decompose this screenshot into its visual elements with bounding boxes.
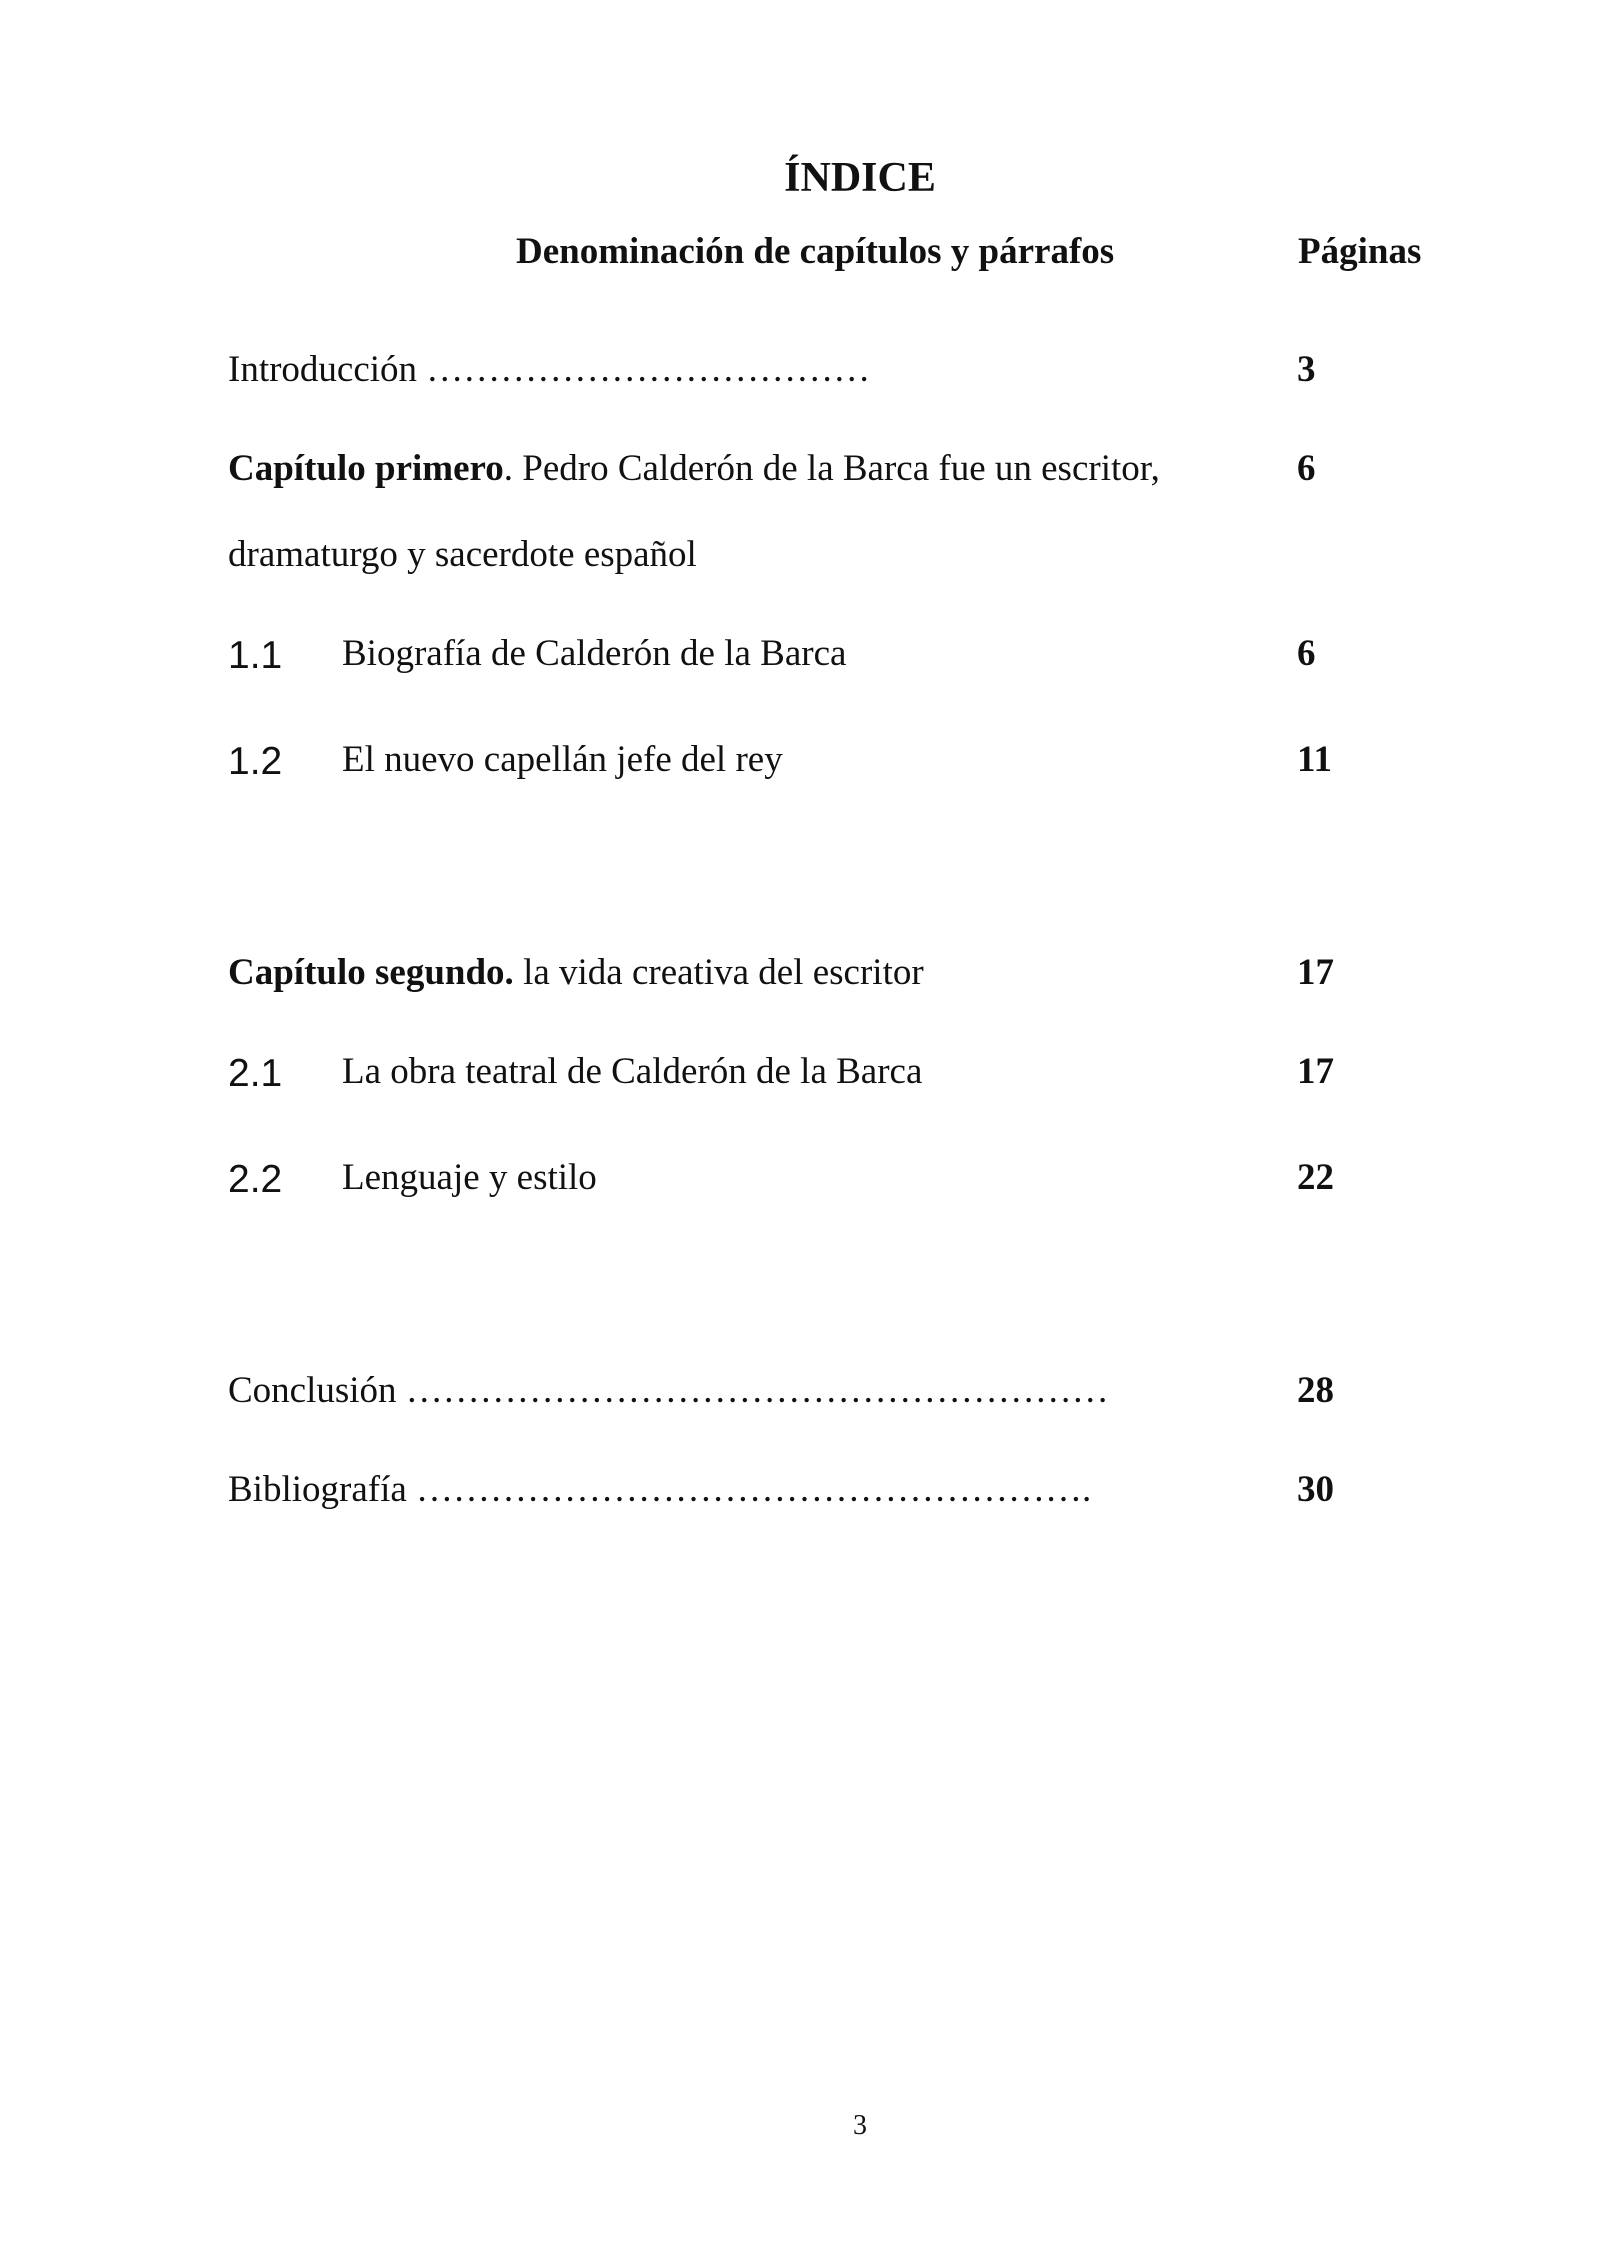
toc-page-chapter-1: 6 — [1297, 448, 1316, 489]
section-number-1-2: 1.2 — [228, 740, 283, 783]
toc-entry-conclusion: Conclusión ………………………………………………… — [228, 1370, 1109, 1411]
toc-page-chapter-2: 17 — [1297, 952, 1334, 993]
toc-page-section-1-2: 11 — [1297, 739, 1332, 780]
toc-entry-section-2-1: La obra teatral de Calderón de la Barca — [342, 1051, 923, 1092]
toc-page-section-1-1: 6 — [1297, 633, 1316, 674]
toc-page-introduction: 3 — [1297, 349, 1316, 390]
chapter-1-text-line-1: . Pedro Calderón de la Barca fue un escritor, — [503, 448, 1160, 489]
toc-entry-introduction: Introducción ……………………………… — [228, 349, 871, 390]
toc-page-section-2-1: 17 — [1297, 1051, 1334, 1092]
footer-page-number: 3 — [853, 2110, 867, 2141]
section-number-2-1: 2.1 — [228, 1052, 283, 1095]
toc-entry-chapter-1 — [228, 445, 1160, 493]
chapter-2-text: la vida creativa del escritor — [513, 952, 924, 993]
toc-entry-bibliography: Bibliografía ………………………………………………. — [228, 1469, 1092, 1510]
toc-entry-section-2-2: Lenguaje y estilo — [342, 1157, 597, 1198]
toc-entry-section-1-1: Biografía de Calderón de la Barca — [342, 633, 847, 674]
section-number-2-2: 2.2 — [228, 1158, 283, 1201]
section-number-1-1: 1.1 — [228, 634, 283, 677]
toc-entry-section-1-2: El nuevo capellán jefe del rey — [342, 739, 783, 780]
column-header-pages: Páginas — [1298, 231, 1422, 272]
chapter-1-text-line-2: dramaturgo y sacerdote español — [228, 534, 697, 575]
toc-page-section-2-2: 22 — [1297, 1157, 1334, 1198]
index-title: ÍNDICE — [784, 155, 936, 201]
toc-entry-chapter-2 — [228, 949, 924, 997]
toc-page-bibliography: 30 — [1297, 1469, 1334, 1510]
chapter-1-label: Capítulo primero — [228, 448, 504, 489]
toc-page-conclusion: 28 — [1297, 1370, 1334, 1411]
chapter-2-label: Capítulo segundo. — [228, 952, 514, 993]
column-header-description: Denominación de capítulos y párrafos — [516, 231, 1115, 272]
